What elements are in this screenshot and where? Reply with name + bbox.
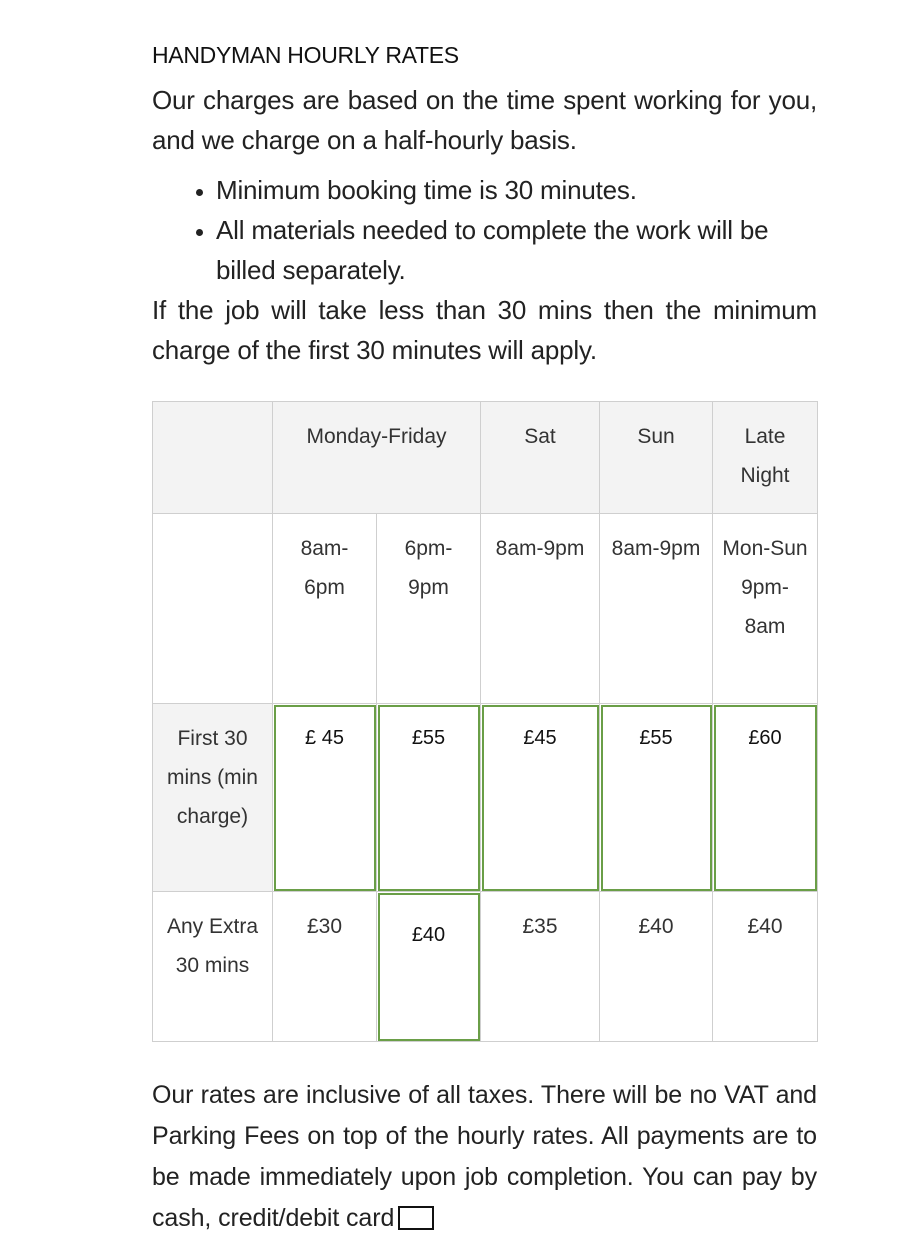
intro-paragraph: Our charges are based on the time spent working for you, and we charge on a half-hourly basis. (152, 85, 817, 155)
time-slot-cell: 8am-9pm (600, 514, 713, 704)
list-item: • All materials needed to complete the work will be billed separately. (216, 210, 817, 290)
time-slot-label-cell (153, 514, 273, 704)
price-cell: £40 (713, 892, 818, 1042)
header-sun: Sun (600, 402, 713, 514)
time-slot-cell: Mon-Sun 9pm-8am (713, 514, 818, 704)
header-monday-friday: Monday-Friday (273, 402, 481, 514)
price-cell: £ 45 (273, 704, 377, 892)
payment-terms (152, 1075, 817, 1239)
price-cell: £40 (377, 892, 481, 1042)
time-slot-row (153, 514, 818, 704)
price-cell: £60 (713, 704, 818, 892)
time-slot-cell: 6pm-9pm (377, 514, 481, 704)
empty-box (398, 1206, 434, 1230)
rates-table (152, 401, 818, 1042)
price-cell: £55 (377, 704, 481, 892)
minimum-charge-note: If the job will take less than 30 mins then the minimum charge of the first 30 minutes will apply. (152, 295, 817, 365)
price-cell: £30 (273, 892, 377, 1042)
header-late-night: Late Night (713, 402, 818, 514)
table-header-row (153, 402, 818, 514)
header-sat: Sat (481, 402, 600, 514)
page-title: HANDYMAN HOURLY RATES (152, 42, 459, 68)
price-cell: £35 (481, 892, 600, 1042)
row-label-extra-30: Any Extra 30 mins (153, 892, 273, 1042)
price-cell: £40 (600, 892, 713, 1042)
time-slot-cell: 8am-6pm (273, 514, 377, 704)
time-slot-cell: 8am-9pm (481, 514, 600, 704)
table-corner-cell (153, 402, 273, 514)
rules-list (152, 170, 817, 290)
price-cell: £45 (481, 704, 600, 892)
price-cell: £55 (600, 704, 713, 892)
table-row (153, 704, 818, 892)
payment-terms-text: Our rates are inclusive of all taxes. There will be no VAT and Parking Fees on top of the hourly rates. All payments are to be made immediately upon job completion. You can pay by cash, credit/debit card (152, 1081, 817, 1232)
row-label-first-30: First 30 mins (min charge) (153, 704, 273, 892)
list-item: • Minimum booking time is 30 minutes. (216, 170, 817, 210)
table-row (153, 892, 818, 1042)
rates-section (152, 38, 817, 370)
